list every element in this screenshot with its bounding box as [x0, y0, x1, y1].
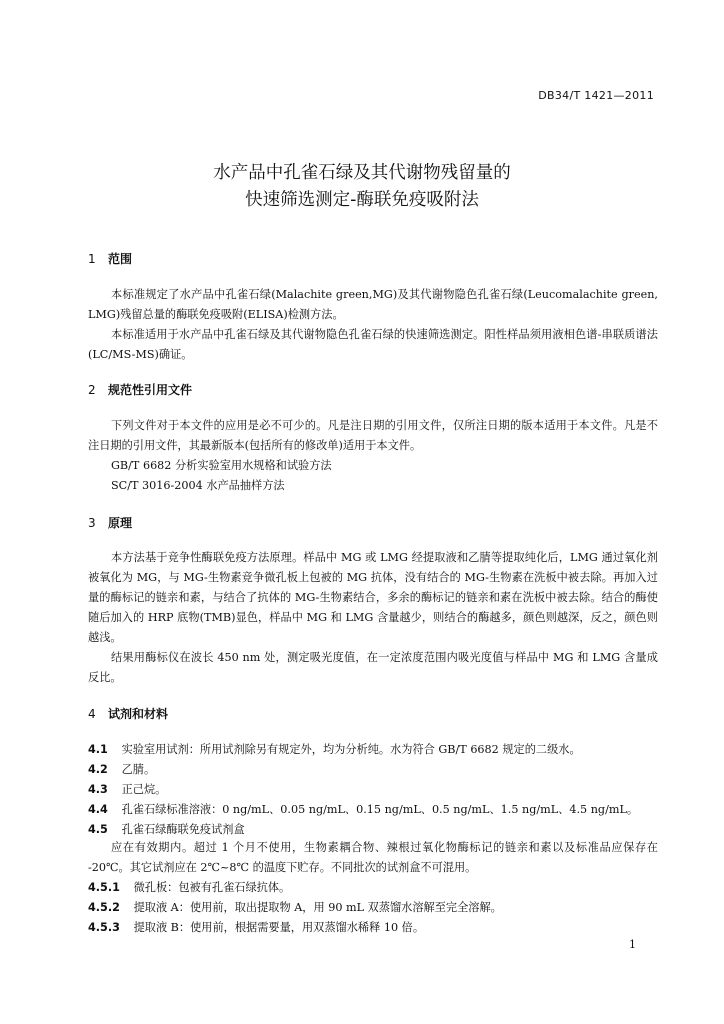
document-title: [0, 160, 724, 214]
clause-4-4: [88, 800, 663, 820]
section-number: 1: [88, 252, 96, 266]
clause-4-1: [88, 740, 663, 760]
standard-code: DB34/T 1421—2011: [538, 89, 654, 102]
clause-text: 提取液 B：使用前，根据需要量，用双蒸馏水稀释 10 倍。: [133, 921, 425, 934]
clause-text: 提取液 A：使用前，取出提取物 A，用 90 mL 双蒸馏水溶解至完全溶解。: [133, 901, 502, 914]
section-3-paragraph-2: 结果用酶标仪在波长 450 nm 处，测定吸光度值，在一定浓度范围内吸光度值与样品中 MG 和 LMG 含量成反比。: [88, 651, 658, 684]
clause-number: 4.5.2: [88, 901, 120, 914]
section-title: 规范性引用文件: [108, 383, 193, 397]
section-number: 4: [88, 707, 96, 721]
clause-4-3: [88, 780, 663, 800]
clause-4-5-1: [88, 878, 663, 898]
section-number: 3: [88, 516, 96, 530]
section-2-paragraph-1: 下列文件对于本文件的应用是必不可少的。凡是注日期的引用文件，仅所注日期的版本适用于本文件。凡是不注日期的引用文件，其最新版本(包括所有的修改单)适用于本文件。: [88, 419, 658, 452]
title-line-1: 水产品中孔雀石绿及其代谢物残留量的: [213, 163, 511, 183]
clause-text: 孔雀石绿标准溶液：0 ng/mL、0.05 ng/mL、0.15 ng/mL、0.5 ng/mL、1.5 ng/mL、4.5 ng/mL。: [121, 803, 639, 816]
clause-text: 微孔板：包被有孔雀石绿抗体。: [133, 881, 291, 894]
clause-text: 实验室用试剂：所用试剂除另有规定外，均为分析纯。水为符合 GB/T 6682 规定的二级水。: [121, 743, 581, 756]
section-1-paragraph-1: 本标准规定了水产品中孔雀石绿(Malachite green,MG)及其代谢物隐色孔雀石绿(Leucomalachite green, LMG)残留总量的酶联免疫吸附(ELISA)检测方法。: [88, 288, 658, 321]
section-title: 试剂和材料: [108, 707, 169, 721]
clause-number: 4.2: [88, 763, 108, 776]
title-line-2: 快速筛选测定-酶联免疫吸附法: [245, 190, 479, 210]
section-3-paragraph-1: 本方法基于竞争性酶联免疫方法原理。样品中 MG 或 LMG 经提取液和乙腈等提取纯化后，LMG 通过氧化剂被氧化为 MG，与 MG-生物素竞争微孔板上包被的 MG 抗体，没有结合的 MG-生物素在洗板中被去除。再加入过量的酶标记的链亲和素，与结合了抗体的 MG-生物素结合，多余的酶标记的链亲和素在洗板中被去除。结合的酶使随后加入的 HRP 底物(TMB)显色，样品中 MG 和 LMG 含量越少，则结合的酶越多，颜色则越深，反之，颜色则越浅。: [88, 551, 658, 644]
clause-text: 孔雀石绿酶联免疫试剂盒: [121, 823, 245, 836]
section-title: 范围: [108, 252, 133, 266]
clause-number: 4.5: [88, 823, 108, 836]
clause-4-5-2: [88, 898, 663, 918]
reference-2: SC/T 3016-2004 水产品抽样方法: [111, 479, 285, 492]
clause-text: 乙腈。: [121, 763, 156, 776]
clause-text: 正己烷。: [121, 783, 167, 796]
clause-number: 4.4: [88, 803, 108, 816]
clause-4-5-3: [88, 918, 663, 938]
clause-4-2: [88, 760, 663, 780]
clause-number: 4.1: [88, 743, 108, 756]
clause-number: 4.5.3: [88, 921, 120, 934]
section-1-heading: [88, 250, 132, 267]
section-3-heading: [88, 514, 132, 531]
clause-number: 4.3: [88, 783, 108, 796]
section-4-heading: [88, 705, 168, 722]
reference-1: GB/T 6682 分析实验室用水规格和试验方法: [111, 459, 332, 472]
page-number: 1: [629, 938, 636, 951]
section-title: 原理: [108, 516, 133, 530]
kit-storage-paragraph: 应在有效期内。超过 1 个月不使用，生物素耦合物、辣根过氧化物酶标记的链亲和素以及标准品应保存在 -20℃。其它试剂应在 2℃~8℃ 的温度下贮存。不同批次的试剂盒不可混用。: [88, 841, 658, 874]
section-number: 2: [88, 383, 96, 397]
section-2-heading: [88, 381, 192, 398]
section-1-paragraph-2: 本标准适用于水产品中孔雀石绿及其代谢物隐色孔雀石绿的快速筛选测定。阳性样品须用液相色谱-串联质谱法(LC/MS-MS)确证。: [88, 328, 658, 361]
clause-4-5: [88, 820, 663, 840]
clause-number: 4.5.1: [88, 881, 120, 894]
